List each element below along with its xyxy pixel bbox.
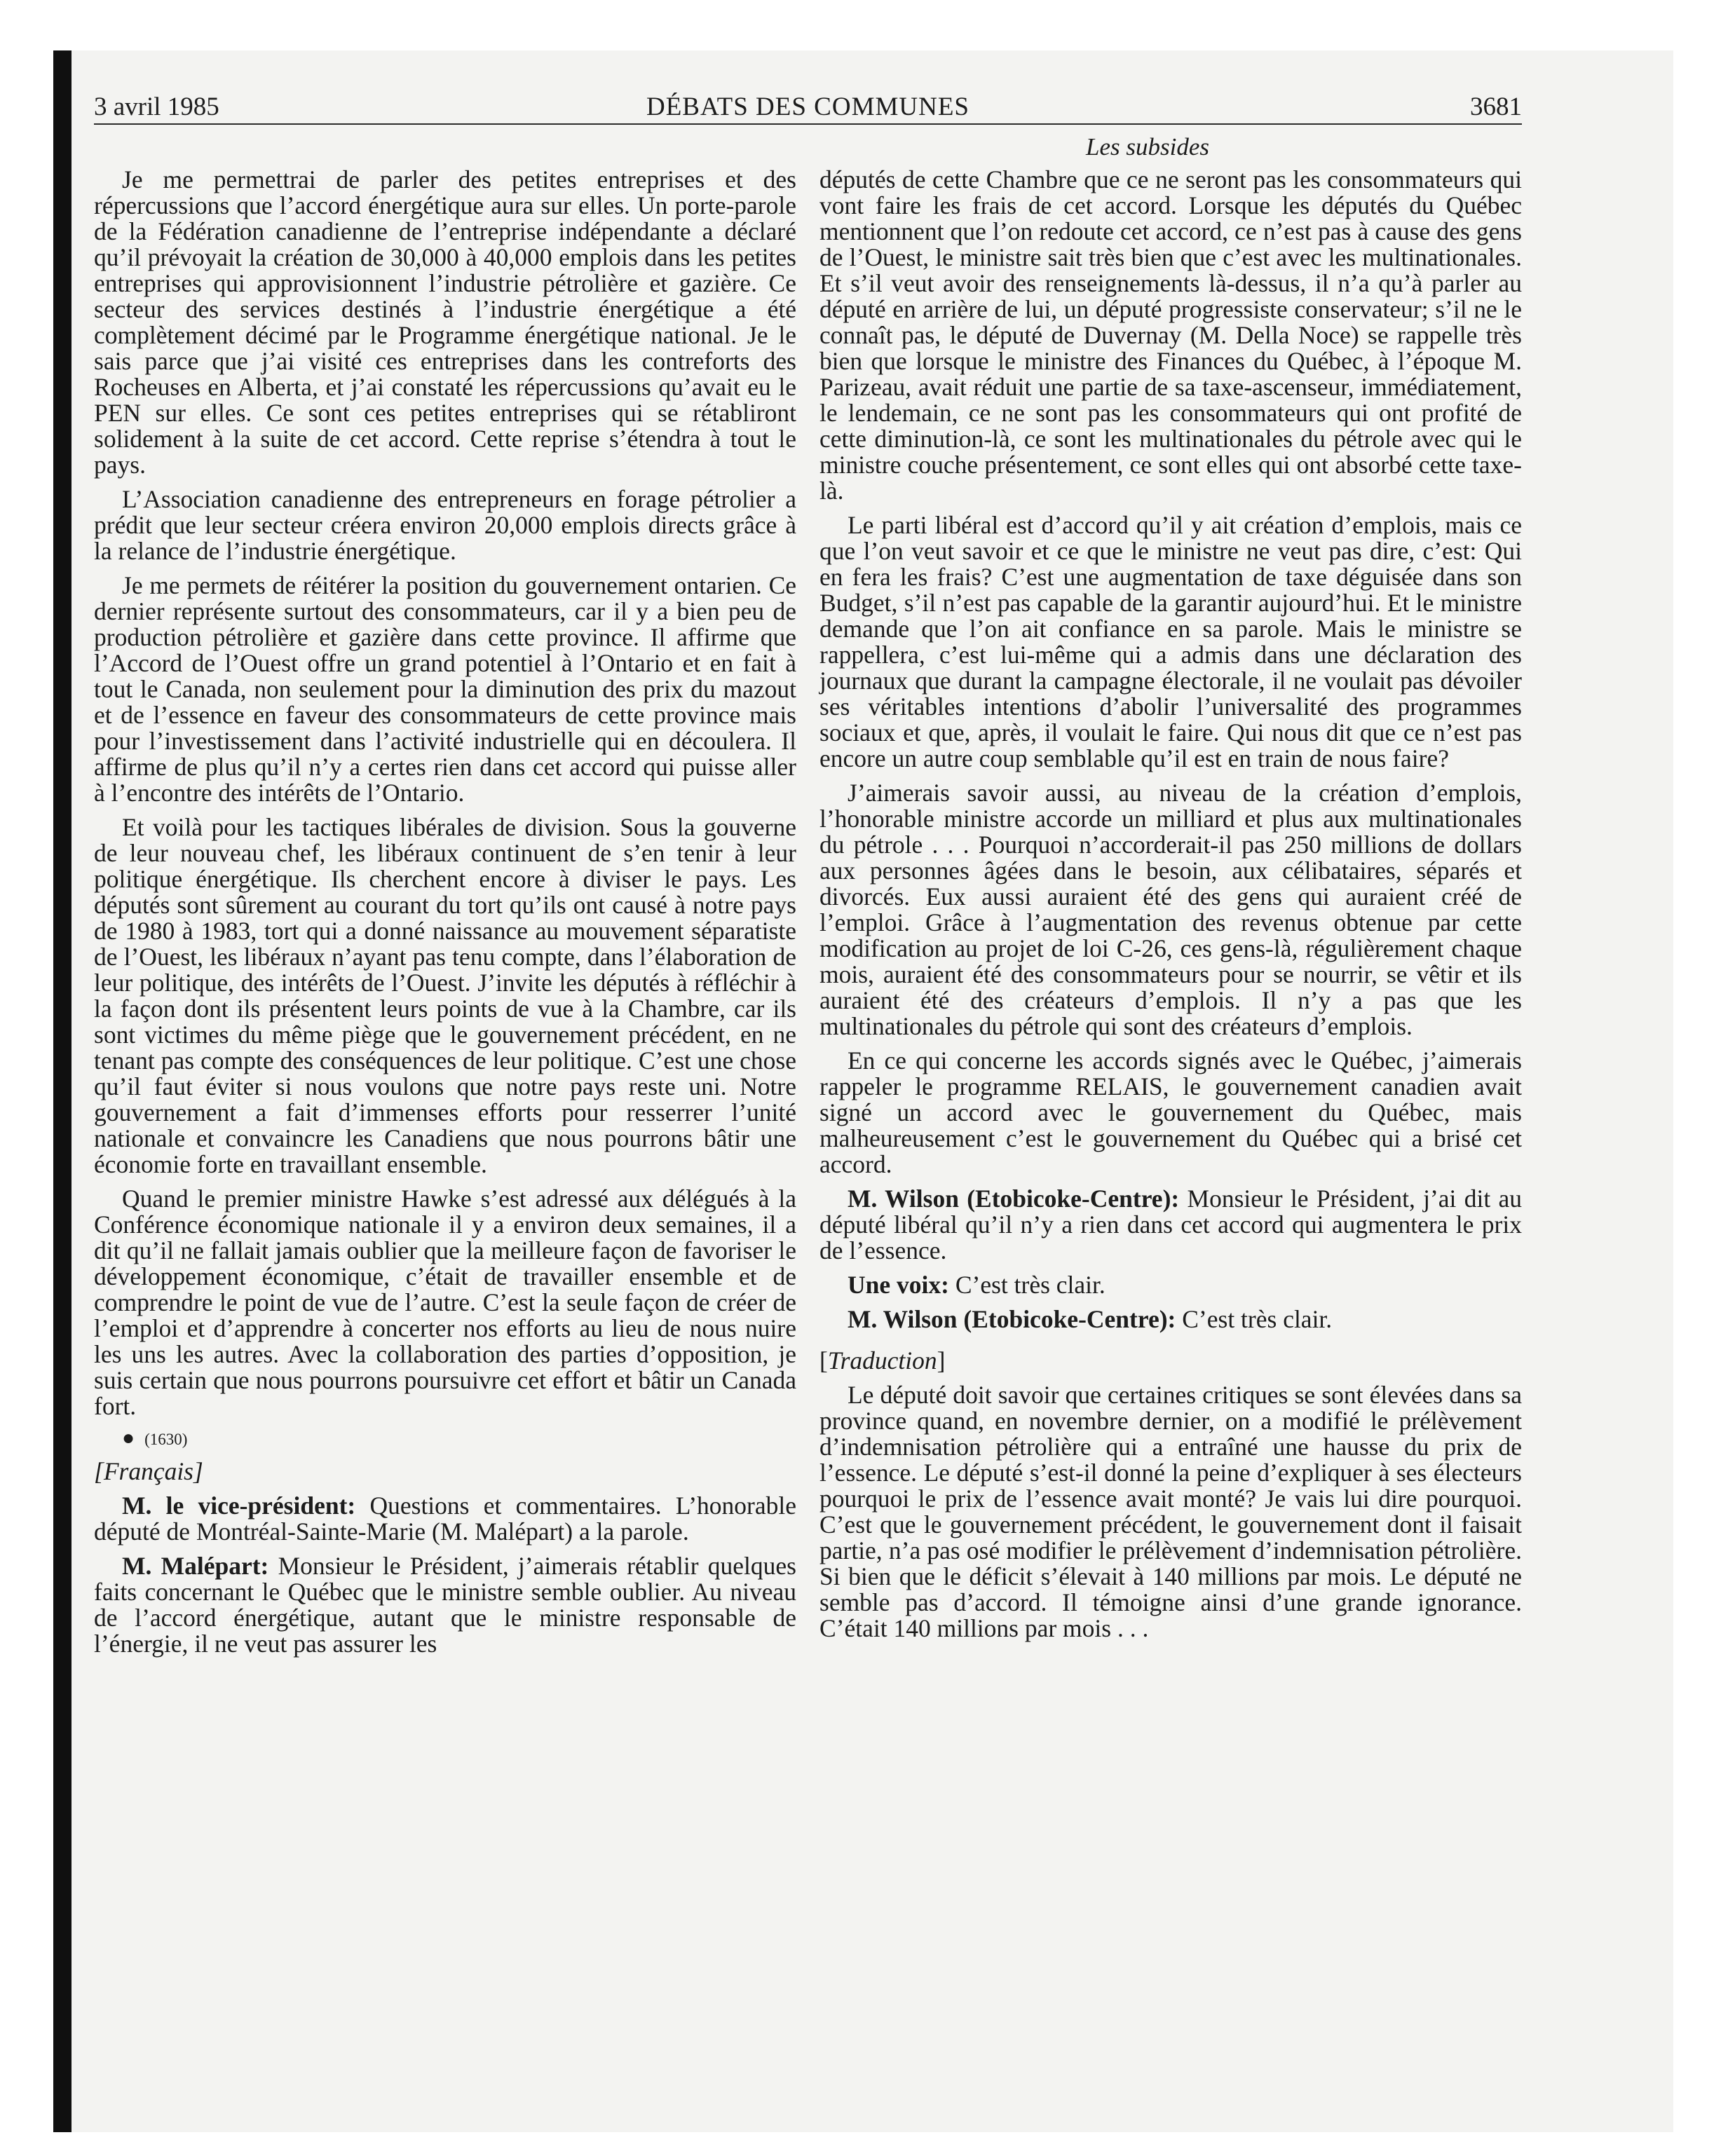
right-column xyxy=(819,167,1522,1650)
header-date: 3 avril 1985 xyxy=(94,93,219,121)
speech xyxy=(819,1272,1522,1298)
publication-title: DÉBATS DES COMMUNES xyxy=(646,93,969,121)
time-marker-text: (1630) xyxy=(144,1431,188,1448)
speaker-name: Une voix: xyxy=(848,1271,949,1299)
scan-margin xyxy=(0,0,53,2156)
paragraph: députés de cette Chambre que ce ne seront pas les consommateurs qui vont faire les frais de cet accord. Lorsque les députés du Québec mentionnent que l’on redoute cet accord, ce n’est pas à cause des gens de l’Ouest, le ministre sait très bien que c’est avec les multinationales. Et s’il veut avoir des renseignements là-dessus, il n’a qu’à parler au député en arrière de lui, un député progressiste conservateur; s’il ne le connaît pas, le député de Duvernay (M. Della Noce) se rappelle très bien que lorsque le ministre des Finances du Québec, à l’époque M. Parizeau, avait réduit une partie de sa taxe-ascenseur, immédiatement, le lendemain, ce ne sont pas les consommateurs qui ont profité de cette diminution-là, ce sont les multinationales du pétrole avec qui le ministre couche présentement, ce sont elles qui ont absorbé cette taxe-là. xyxy=(819,165,1522,505)
language-tag: [Français] xyxy=(94,1457,203,1485)
paragraph: En ce qui concerne les accords signés avec le Québec, j’aimerais rappeler le programme RELAIS, le gouvernement canadien avait signé un accord avec le gouvernement du Québec, mais malheureusement c’est le gouvernement du Québec qui a brisé cet accord. xyxy=(819,1046,1522,1178)
speech xyxy=(94,1553,796,1657)
speech-text: C’est très clair. xyxy=(955,1271,1105,1299)
speech-text: Monsieur le Président, j’ai dit au député libéral qu’il n’y a rien dans cet accord qui augmentera le prix de l’essence. xyxy=(819,1185,1522,1264)
paragraph: Le parti libéral est d’accord qu’il y ait création d’emplois, mais ce que l’on veut savoir et ce que le ministre ne veut pas dire, c’est: Qui en fera les frais? C’est une augmentation de taxe déguisée dans son Budget, s’il n’est pas capable de la garantir aujourd’hui. Et le ministre demande que l’on ait confiance en sa parole. Mais le ministre se rappellera, c’est lui-même qui a admis dans une déclaration des journaux que durant la campagne électorale, il ne voulait pas dévoiler ses véritables intentions d’abolir l’universalité des programmes sociaux et que, après, il voulait le faire. Qui nous dit que ce n’est pas encore un autre coup semblable qu’il est en train de nous faire? xyxy=(819,511,1522,772)
speaker-name: M. Wilson (Etobicoke-Centre): xyxy=(848,1185,1180,1213)
bracket-close: ] xyxy=(937,1346,946,1374)
paragraph: Quand le premier ministre Hawke s’est adressé aux délégués à la Conférence économique nationale il y a environ deux semaines, il a dit qu’il ne fallait jamais oublier que la meilleure façon de favoriser le développement économique, c’était de travailler ensemble et de comprendre le point de vue de l’autre. C’est la seule façon de créer de l’emploi et d’apprendre à concerter nos efforts au lieu de nous nuire les uns les autres. Avec la collaboration des parties d’opposition, je suis certain que nous pourrons poursuivre cet effort et bâtir un Canada fort. xyxy=(94,1185,796,1420)
speaker-name: M. Malépart: xyxy=(122,1552,269,1580)
header-rule xyxy=(94,123,1522,125)
language-tag-word: Traduction xyxy=(827,1346,937,1374)
section-heading: Les subsides xyxy=(1086,133,1209,161)
paragraph: J’aimerais savoir aussi, au niveau de la création d’emplois, l’honorable ministre accorde un milliard et plus aux multinationales du pétrole . . . Pourquoi n’accorderait-il pas 250 millions de dollars aux personnes âgées dans le besoin, aux célibataires, séparés et divorcés. Eux aussi auraient été des gens qui auraient créé de l’emploi. Grâce à l’augmentation des revenus obtenue par cette modification au projet de loi C-26, ces gens-là, régulièrement chaque mois, auraient été des consommateurs pour se nourrir, se vêtir et ils auraient été des créateurs d’emplois. Il n’y a pas que les multinationales du pétrole qui sont des créateurs d’emplois. xyxy=(819,779,1522,1040)
speech xyxy=(819,1186,1522,1264)
paragraph: Le député doit savoir que certaines critiques se sont élevées dans sa province quand, en novembre dernier, on a modifié le prélèvement d’indemnisation pétrolière qui a entraîné une hausse du prix de l’essence. Le député s’est-il donné la peine d’expliquer à ses électeurs pourquoi le prix de l’essence avait monté? Je vais lui dire pourquoi. C’est que le gouvernement précédent, le gouvernement dont il faisait partie, n’a pas osé modifier le prélèvement d’indemnisation pétrolière. Si bien que le déficit s’élevait à 140 millions par mois. Le député ne semble pas d’accord. Il témoigne ainsi d’une grande ignorance. C’était 140 millions par mois . . . xyxy=(819,1381,1522,1642)
speech-text: Questions et commentaires. L’honorable député de Montréal-Sainte-Marie (M. Malépart) a la parole. xyxy=(94,1492,796,1546)
bracket-open: [ xyxy=(819,1346,828,1374)
speech xyxy=(94,1493,796,1545)
running-header xyxy=(94,83,1522,128)
speech-text: C’est très clair. xyxy=(1182,1305,1333,1333)
speaker-name: M. le vice-président: xyxy=(122,1492,356,1520)
binding-shadow xyxy=(53,50,72,2132)
time-marker xyxy=(94,1428,796,1450)
paragraph: Je me permets de réitérer la position du gouvernement ontarien. Ce dernier représente surtout des consommateurs, car il y a bien peu de production pétrolière et gazière dans cette province. Il affirme que l’Accord de l’Ouest offre un grand potentiel à l’Ontario et en fait à tout le Canada, non seulement pour la diminution des prix du mazout et de l’essence en faveur des consommateurs de cette province mais pour l’investissement dans l’activité industrielle qui en découlera. Il affirme de plus qu’il n’y a certes rien dans cet accord qui puisse aller à l’encontre des intérêts de l’Ontario. xyxy=(94,571,796,807)
paragraph: Et voilà pour les tactiques libérales de division. Sous la gouverne de leur nouveau chef, les libéraux continuent de s’en tenir à leur politique énergétique. Ils cherchent encore à diviser le pays. Les députés sont sûrement au courant du tort qu’ils ont causé à notre pays de 1980 à 1983, tort qui a donné naissance au mouvement séparatiste de l’Ouest, les libéraux n’ayant pas tenu compte, dans l’élaboration de leur politique, des intérêts de l’Ouest. J’invite les députés à réfléchir à la façon dont ils présentent leurs points de vue à la Chambre, car ils sont victimes du même piège que le gouvernement précédent, en ne tenant pas compte des conséquences de leur politique. C’est une chose qu’il faut éviter si nous voulons que notre pays reste uni. Notre gouvernement a fait d’immenses efforts pour resserrer l’unité nationale et convaincre les Canadiens que nous pourrons bâtir une économie forte en travaillant ensemble. xyxy=(94,813,796,1178)
page-number: 3681 xyxy=(1470,93,1522,121)
speech-text: Monsieur le Président, j’aimerais rétablir quelques faits concernant le Québec que le ministre semble oublier. Au niveau de l’accord énergétique, autant que le ministre responsable de l’énergie, il ne veut pas assurer les xyxy=(94,1552,796,1658)
language-tag xyxy=(819,1348,1522,1374)
paragraph: L’Association canadienne des entrepreneurs en forage pétrolier a prédit que leur secteur créera environ 20,000 emplois directs grâce à la relance de l’industrie énergétique. xyxy=(94,485,796,565)
left-column xyxy=(94,167,796,1665)
speaker-name: M. Wilson (Etobicoke-Centre): xyxy=(848,1305,1176,1333)
speech xyxy=(819,1306,1522,1332)
bullet-icon: ● xyxy=(122,1426,135,1449)
paragraph: Je me permettrai de parler des petites entreprises et des répercussions que l’accord énergétique aura sur elles. Un porte-parole de la Fédération canadienne de l’entreprise indépendante a déclaré qu’il prévoyait la création de 30,000 à 40,000 emplois dans les petites entreprises qui approvisionnent l’industrie pétrolière et gazière. Ce secteur des services destinés à l’industrie énergétique a été complètement décimé par le Programme énergétique national. Je le sais parce que j’ai visité ces entreprises dans les contreforts des Rocheuses en Alberta, et j’ai constaté les répercussions qu’avait eu le PEN sur elles. Ce sont ces petites entreprises qui se rétabliront solidement à la suite de cet accord. Cette reprise s’étendra à tout le pays. xyxy=(94,165,796,479)
